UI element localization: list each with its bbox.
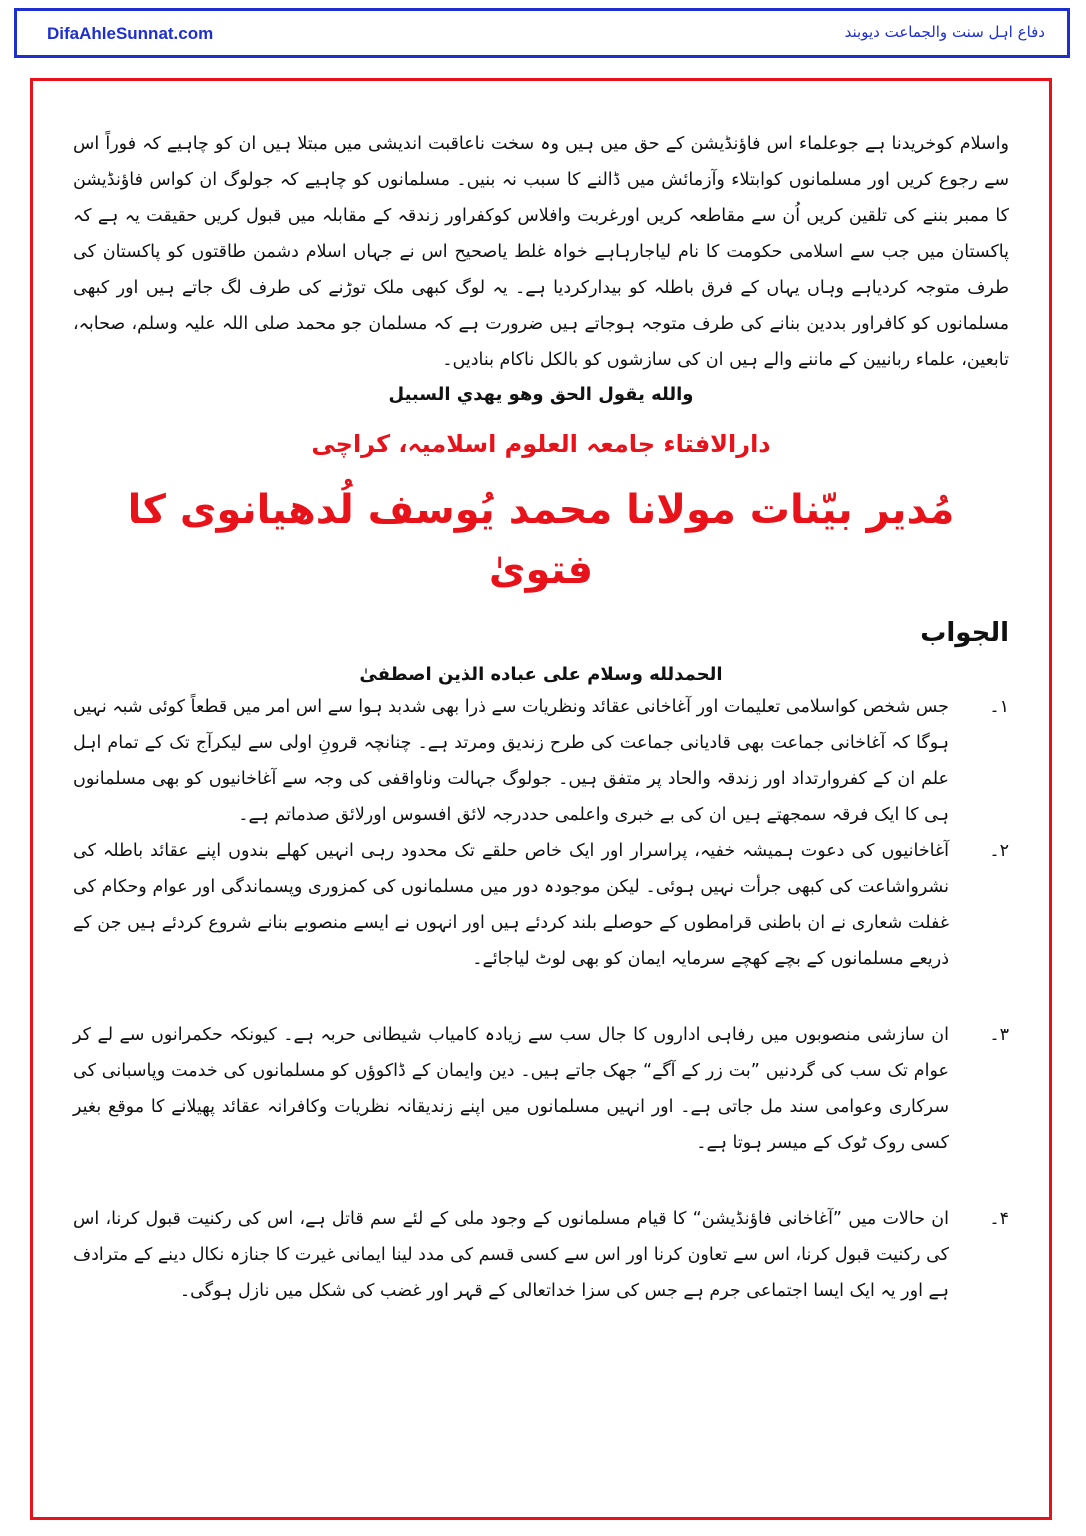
item-number: ۴۔ [989, 1209, 1009, 1229]
item-number: ۲۔ [989, 841, 1009, 861]
list-item [73, 1201, 1009, 1309]
document-frame [30, 78, 1052, 1520]
closing-phrase: والله يقول الحق وهو يهدي السبيل [388, 384, 694, 405]
answer-heading: الجواب [920, 618, 1009, 648]
site-link[interactable]: DifaAhleSunnat.com [47, 24, 214, 43]
list-item [73, 689, 1009, 833]
hamd-line: الحمدلله وسلام علی عباده الذین اصطفیٰ [359, 664, 723, 685]
page-header [14, 8, 1070, 58]
item-text: جس شخص کواسلامی تعلیمات اور آغاخانی عقائد ونظریات سے ذرا بھی شدبد ہوا سے اس امر میں قطعاً کوئی شبہ نہیں ہوگا کہ آغاخانی جماعت بھی قادیانی جماعت کی طرح زندیق ومرتد ہے۔ چنانچہ قرونِ اولی سے لیکرآج تک کے تمام اہل علم ان کے کفروارتداد اور زندقہ والحاد پر متفق ہیں۔ جولوگ جہالت وناواقفی کی وجہ سے آغاخانیوں کو بھی مسلمانوں ہی کا ایک فرقہ سمجھتے ہیں ان کی بے خبری واعلمی حددرجہ لائق افسوس اورلائق صدماتم ہے۔ [73, 697, 949, 825]
item-text: ان حالات میں ”آغاخانی فاؤنڈیشن“ کا قیام مسلمانوں کے وجود ملی کے لئے سم قاتل ہے، اس کی رکنیت قبول کرنا، اس کی رکنیت قبول کرنا، اس سے تعاون کرنا اور اس سے کسی قسم کی مدد لینا ایمانی غیرت کا جنازہ نکال دینے کے مترادف ہے اور یہ ایک ایسا اجتماعی جرم ہے جس کی سزا خداتعالی کے قہر اور غضب کی شکل میں نازل ہوگی۔ [73, 1209, 949, 1301]
item-text: آغاخانیوں کی دعوت ہمیشہ خفیہ، پراسرار اور ایک خاص حلقے تک محدود رہی انہیں کھلے بندوں اپنے عقائد باطلہ کی نشرواشاعت کی کبھی جرأت نہیں ہوئی۔ لیکن موجودہ دور میں مسلمانوں کی کمزوری وپسماندگی اور عوام وحکام کی غفلت شعاری نے ان باطنی قرامطوں کے حوصلے بلند کردئے ہیں اور انہوں نے ایسے منصوبے بنانے شروع کردئے ہیں جن کے ذریعے مسلمانوں کے بچے کھچے سرمایہ ایمان کو بھی لوٹ لیاجائے۔ [73, 841, 949, 969]
item-number: ۳۔ [989, 1025, 1009, 1045]
spacer [73, 977, 1009, 1017]
dar-ul-ifta: دارالافتاء جامعہ العلوم اسلامیہ، کراچی [311, 430, 771, 458]
list-item [73, 833, 1009, 977]
site-name: دفاع اہل سنت والجماعت دیوبند [844, 23, 1045, 41]
item-number: ۱۔ [989, 697, 1009, 717]
intro-paragraph: واسلام کوخریدنا ہے جوعلماء اس فاؤنڈیشن کے حق میں ہیں وہ سخت ناعاقبت اندیشی میں مبتلا ہیں ان کو چاہیے کہ فوراً اس سے رجوع کریں اور مسلمانوں کوابتلاء وآزمائش میں ڈالنے کا سبب نہ بنیں۔ مسلمانوں کو چاہیے کہ جولوگ ان کواس فاؤنڈیشن کا ممبر بننے کی تلقین کریں اُن سے مقاطعہ کریں اورغربت وافلاس کوکفراور زندقہ کے مقابلہ میں قبول کریں حقیقت یہ ہے کہ پاکستان میں جب سے اسلامی حکومت کا نام لیاجارہاہے خواہ غلط یاصحیح اس نے جہاں اسلام دشمن طاقتوں کو پاکستان کی طرف متوجہ کردیاہے وہاں یہاں کے فرق باطلہ کو بیدارکردیا ہے۔ یہ لوگ کبھی ملک توڑنے کی طرف لگ جاتے ہیں اور کبھی مسلمانوں کو کافراور بددین بنانے کی طرف متوجہ ہوجاتے ہیں ضرورت ہے کہ مسلمان جو محمد صلی اللہ علیہ وسلم، صحابہ، تابعین، علماء ربانیین کے ماننے والے ہیں ان کی سازشوں کو بالکل ناکام بنادیں۔ [73, 134, 1009, 370]
spacer [73, 1161, 1009, 1201]
fatwa-title: مُدیر بیّنات مولانا محمد یُوسف لُدھیانوی کا فتویٰ [127, 487, 955, 593]
item-text: ان سازشی منصوبوں میں رفاہی اداروں کا جال سب سے زیادہ کامیاب شیطانی حربہ ہے۔ کیونکہ حکمرانوں سے لے کر عوام تک سب کی گردنیں ”بت زر کے آگے“ جھک جاتے ہیں۔ دین وایمان کے ڈاکوؤں کو مسلمانوں کی خدمت وپاسبانی کی سرکاری وعوامی سند مل جاتی ہے۔ اور انہیں مسلمانوں میں اپنے زندیقانہ نظریات وکافرانہ عقائد پھیلانے کا موقع بغیر کسی روک ٹوک کے میسر ہوتا ہے۔ [73, 1025, 949, 1153]
list-item [73, 1017, 1009, 1161]
document-content [73, 126, 1009, 1309]
